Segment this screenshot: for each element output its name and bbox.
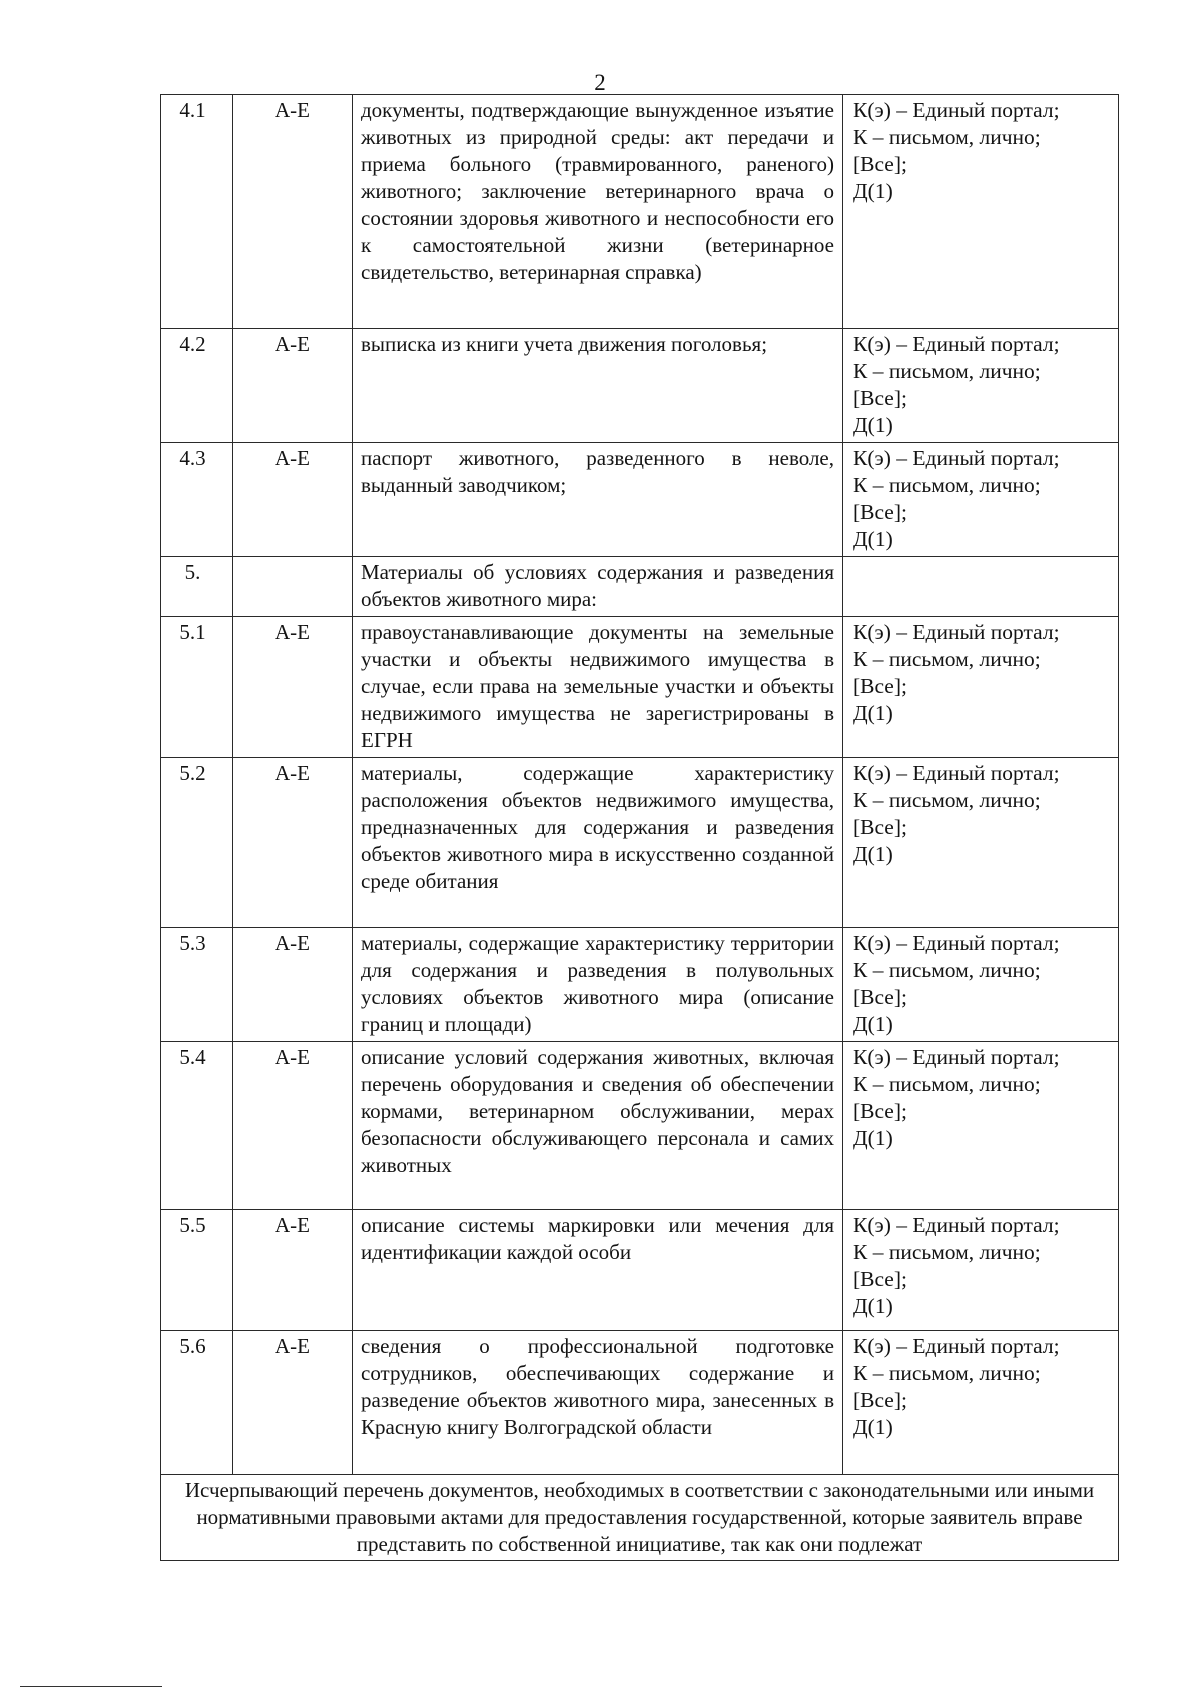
submission-method: К(э) – Единый портал;: [853, 1213, 1060, 1237]
footer-note: Исчерпывающий перечень документов, необходимых в соответствии с законодательными или иными нормативными правовыми актами для предоставления государственной, которые заявитель вправе представить по собственной инициативе, так как они подлежат: [161, 1475, 1119, 1561]
submission-method: [Все];: [853, 1388, 907, 1412]
section-heading: Материалы об условиях содержания и разведения объектов животного мира:: [353, 557, 843, 617]
submission-method: [Все];: [853, 985, 907, 1009]
table-row: [161, 1210, 1119, 1331]
applicant-category: А-Е: [233, 1042, 353, 1210]
submission-method: К – письмом, лично;: [853, 125, 1041, 149]
submission-methods: [843, 758, 1119, 928]
submission-methods: [843, 617, 1119, 758]
table-row: [161, 617, 1119, 758]
document-description: сведения о профессиональной подготовке сотрудников, обеспечивающих содержание и разведение объектов животного мира, занесенных в Красную книгу Волгоградской области: [353, 1331, 843, 1475]
submission-method: [Все];: [853, 1267, 907, 1291]
submission-method: К – письмом, лично;: [853, 958, 1041, 982]
submission-method: К – письмом, лично;: [853, 1240, 1041, 1264]
applicant-category: [233, 557, 353, 617]
submission-method: К(э) – Единый портал;: [853, 98, 1060, 122]
submission-method: [Все];: [853, 386, 907, 410]
submission-method: К(э) – Единый портал;: [853, 931, 1060, 955]
applicant-category: А-Е: [233, 1331, 353, 1475]
applicant-category: А-Е: [233, 617, 353, 758]
submission-methods: [843, 1042, 1119, 1210]
table-row: [161, 95, 1119, 329]
submission-methods: [843, 443, 1119, 557]
submission-method: [Все];: [853, 674, 907, 698]
submission-method: Д(1): [853, 1415, 893, 1439]
submission-method: [Все];: [853, 152, 907, 176]
row-number: 5.5: [161, 1210, 233, 1331]
submission-method: Д(1): [853, 1012, 893, 1036]
applicant-category: А-Е: [233, 928, 353, 1042]
submission-method: Д(1): [853, 1294, 893, 1318]
table-row: [161, 928, 1119, 1042]
submission-method: К(э) – Единый портал;: [853, 332, 1060, 356]
row-number: 4.3: [161, 443, 233, 557]
submission-method: Д(1): [853, 701, 893, 725]
row-number: 4.2: [161, 329, 233, 443]
submission-method: К – письмом, лично;: [853, 1072, 1041, 1096]
submission-method: К(э) – Единый портал;: [853, 1045, 1060, 1069]
submission-methods: [843, 1331, 1119, 1475]
submission-methods: [843, 329, 1119, 443]
submission-methods: [843, 928, 1119, 1042]
footnote-separator: [20, 1686, 162, 1687]
document-description: материалы, содержащие характеристику территории для содержания и разведения в полувольных условиях объектов животного мира (описание границ и площади): [353, 928, 843, 1042]
document-description: паспорт животного, разведенного в неволе, выданный заводчиком;: [353, 443, 843, 557]
document-description: материалы, содержащие характеристику расположения объектов недвижимого имущества, предназначенных для содержания и разведения объектов животного мира в искусственно созданной среде обитания: [353, 758, 843, 928]
row-number: 5.3: [161, 928, 233, 1042]
table-row: [161, 1331, 1119, 1475]
submission-method: К(э) – Единый портал;: [853, 1334, 1060, 1358]
page-number: 2: [594, 70, 606, 95]
document-description: выписка из книги учета движения поголовья;: [353, 329, 843, 443]
applicant-category: А-Е: [233, 329, 353, 443]
applicant-category: А-Е: [233, 95, 353, 329]
submission-method: К – письмом, лично;: [853, 1361, 1041, 1385]
applicant-category: А-Е: [233, 758, 353, 928]
submission-methods: [843, 1210, 1119, 1331]
submission-method: К – письмом, лично;: [853, 647, 1041, 671]
submission-method: Д(1): [853, 1126, 893, 1150]
row-number: 5.6: [161, 1331, 233, 1475]
submission-methods: [843, 557, 1119, 617]
submission-method: Д(1): [853, 842, 893, 866]
table-row: [161, 443, 1119, 557]
row-number: 4.1: [161, 95, 233, 329]
row-number: 5.4: [161, 1042, 233, 1210]
submission-method: [Все];: [853, 815, 907, 839]
submission-methods: [843, 95, 1119, 329]
document-description: описание условий содержания животных, включая перечень оборудования и сведения об обеспечении кормами, ветеринарном обслуживании, мерах безопасности обслуживающего персонала и самих животных: [353, 1042, 843, 1210]
submission-method: К(э) – Единый портал;: [853, 446, 1060, 470]
document-description: описание системы маркировки или мечения для идентификации каждой особи: [353, 1210, 843, 1331]
document-description: документы, подтверждающие вынужденное изъятие животных из природной среды: акт передачи и приема больного (травмированного, раненого) животного; заключение ветеринарного врача о состоянии здоровья животного и неспособности его к самостоятельной жизни (ветеринарное свидетельство, ветеринарная справка): [353, 95, 843, 329]
submission-method: К – письмом, лично;: [853, 788, 1041, 812]
submission-method: Д(1): [853, 179, 893, 203]
submission-method: К – письмом, лично;: [853, 359, 1041, 383]
document-description: правоустанавливающие документы на земельные участки и объекты недвижимого имущества в случае, если права на земельные участки и объекты недвижимого имущества не зарегистрированы в ЕГРН: [353, 617, 843, 758]
row-number: 5.1: [161, 617, 233, 758]
table-row: [161, 758, 1119, 928]
applicant-category: А-Е: [233, 1210, 353, 1331]
table-footer-row: [161, 1475, 1119, 1561]
submission-method: К(э) – Единый портал;: [853, 761, 1060, 785]
submission-method: К – письмом, лично;: [853, 473, 1041, 497]
submission-method: Д(1): [853, 527, 893, 551]
documents-table: [160, 94, 1119, 1561]
submission-method: [Все];: [853, 1099, 907, 1123]
applicant-category: А-Е: [233, 443, 353, 557]
table-row-section: [161, 557, 1119, 617]
table-row: [161, 1042, 1119, 1210]
table-row: [161, 329, 1119, 443]
submission-method: К(э) – Единый портал;: [853, 620, 1060, 644]
row-number: 5.2: [161, 758, 233, 928]
submission-method: [Все];: [853, 500, 907, 524]
submission-method: Д(1): [853, 413, 893, 437]
row-number: 5.: [161, 557, 233, 617]
